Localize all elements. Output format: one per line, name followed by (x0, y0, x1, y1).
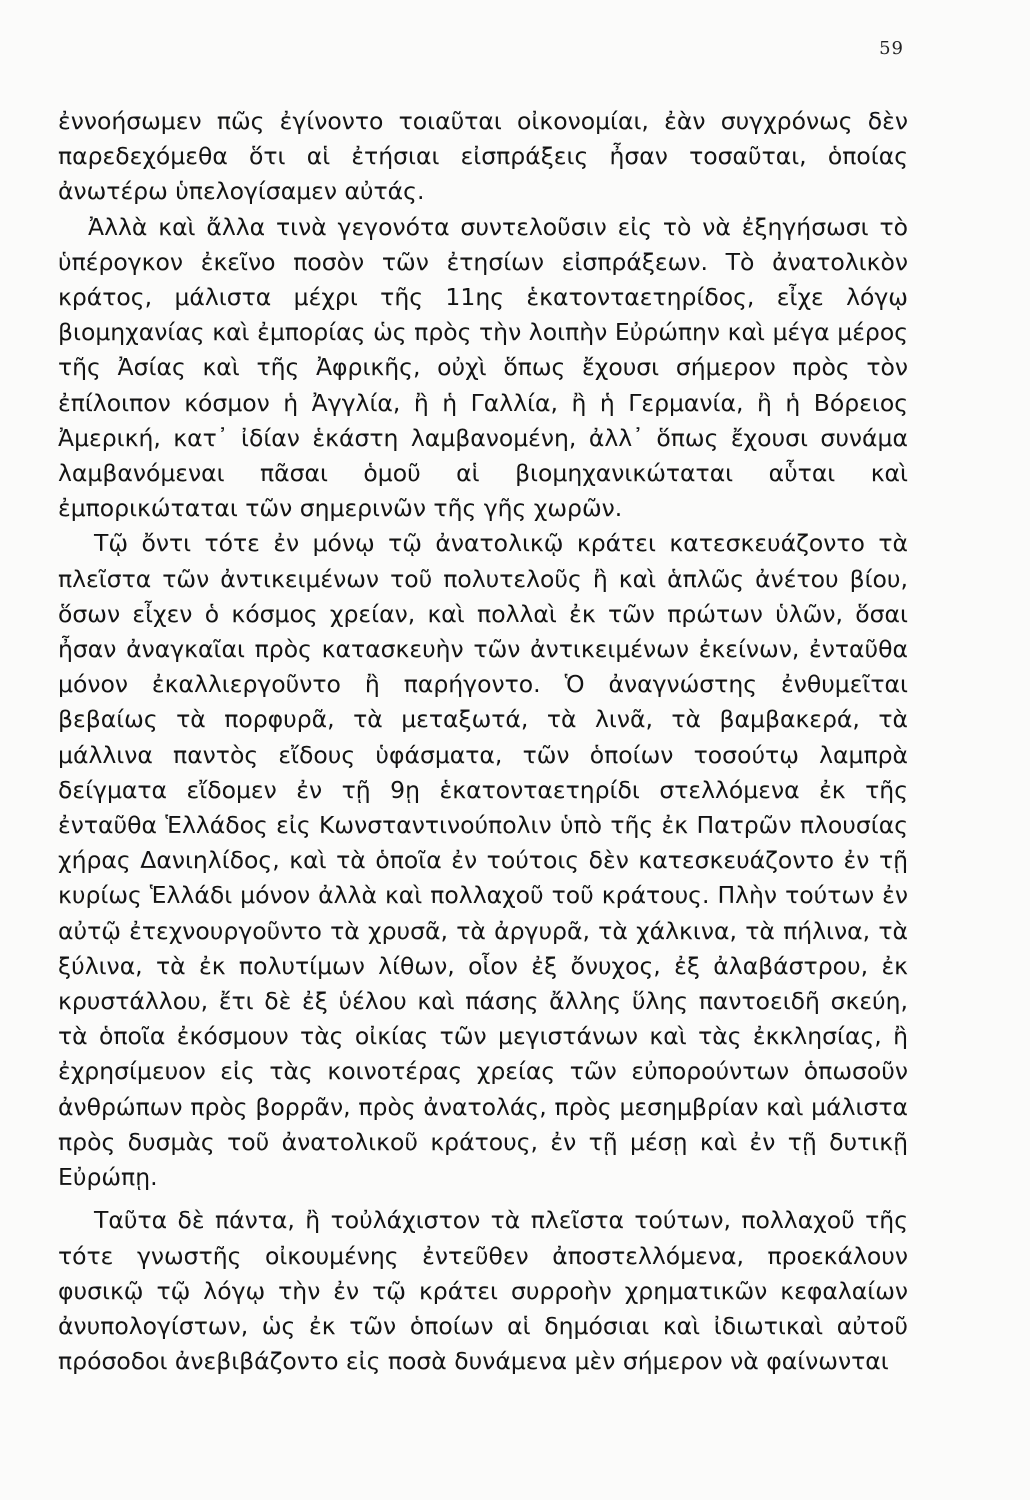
paragraph: Ταῦτα δὲ πάντα, ἢ τοὐλάχιστον τὰ πλεῖστα τούτων, πολλαχοῦ τῆς τότε γνωστῆς οἰκουμένης ἐντεῦθεν ἀποστελλόμενα, προεκάλουν φυσικῷ τῷ λόγῳ τὴν ἐν τῷ κράτει συρροὴν χρηματικῶν κεφαλαίων ἀνυπολογίστων, ὡς ἐκ τῶν ὁποίων αἱ δημόσιαι καὶ ἰδιωτικαὶ αὐτοῦ πρόσοδοι ἀνεβιβάζοντο εἰς ποσὰ δυνάμενα μὲν σήμερον νὰ φαίνωνται (58, 1206, 908, 1376)
body-text (58, 104, 908, 1379)
paragraph: Τῷ ὄντι τότε ἐν μόνῳ τῷ ἀνατολικῷ κράτει κατεσκευάζοντο τὰ πλεῖστα τῶν ἀντικειμένων τοῦ πολυτελοῦς ἢ καὶ ἁπλῶς ἀνέτου βίου, ὅσων εἶχεν ὁ κόσμος χρείαν, καὶ πολλαὶ ἐκ τῶν πρώτων ὑλῶν, ὅσαι ἦσαν ἀναγκαῖαι πρὸς κατασκευὴν τῶν ἀντικειμένων ἐκείνων, ἐνταῦθα μόνον ἐκαλλιεργοῦντο ἢ παρήγοντο. Ὁ ἀναγνώστης ἐνθυμεῖται βεβαίως τὰ πορφυρᾶ, τὰ μεταξωτά, τὰ λινᾶ, τὰ βαμβακερά, τὰ μάλλινα παντὸς εἴδους ὑφάσματα, τῶν ὁποίων τοσούτῳ λαμπρὰ δείγματα εἴδομεν ἐν τῇ 9ῃ ἑκατονταετηρίδι στελλόμενα ἐκ τῆς ἐνταῦθα Ἑλλάδος εἰς Κωνσταντινούπολιν ὑπὸ τῆς ἐκ Πατρῶν πλουσίας χήρας Δανιηλίδος, καὶ τὰ ὁποῖα ἐν τούτοις δὲν κατεσκευάζοντο ἐν τῇ κυρίως Ἑλλάδι μόνον ἀλλὰ καὶ πολλαχοῦ τοῦ κράτους. Πλὴν τούτων ἐν αὐτῷ ἐτεχνουργοῦντο τὰ χρυσᾶ, τὰ ἀργυρᾶ, τὰ χάλκινα, τὰ πήλινα, τὰ ξύλινα, τὰ ἐκ πολυτίμων λίθων, οἷον ἐξ ὄνυχος, ἐξ ἀλαβάστρου, ἐκ κρυστάλλου, ἔτι δὲ ἐξ ὑέλου καὶ πάσης ἄλλης ὕλης παντοειδῆ σκεύη, τὰ ὁποῖα ἐκόσμουν τὰς οἰκίας τῶν μεγιστάνων καὶ τὰς ἐκκλησίας, ἢ ἐχρησίμευον εἰς τὰς κοινοτέρας χρείας τῶν εὐπορούντων ὁπωσοῦν ἀνθρώπων πρὸς βορρᾶν, πρὸς ἀνατολάς, πρὸς μεσημβρίαν καὶ μάλιστα πρὸς δυσμὰς τοῦ ἀνατολικοῦ κράτους, ἐν τῇ μέσῃ καὶ ἐν τῇ δυτικῇ Εὐρώπῃ. (58, 529, 908, 1192)
paragraph-continuation: ἐννοήσωμεν πῶς ἐγίνοντο τοιαῦται οἰκονομίαι, ἐὰν συγχρόνως δὲν παρεδεχόμεθα ὅτι αἱ ἐτήσιαι εἰσπράξεις ἦσαν τοσαῦται, ὁποίας ἀνωτέρω ὑπελογίσαμεν αὐτάς. (58, 107, 908, 206)
page-number: 59 (879, 38, 904, 59)
paragraph: Ἀλλὰ καὶ ἄλλα τινὰ γεγονότα συντελοῦσιν εἰς τὸ νὰ ἐξηγήσωσι τὸ ὑπέρογκον ἐκεῖνο ποσὸν τῶν ἐτησίων εἰσπράξεων. Τὸ ἀνατολικὸν κράτος, μάλιστα μέχρι τῆς 11ης ἑκατονταετηρίδος, εἶχε λόγῳ βιομηχανίας καὶ ἐμπορίας ὡς πρὸς τὴν λοιπὴν Εὐρώπην καὶ μέγα μέρος τῆς Ἀσίας καὶ τῆς Ἀφρικῆς, οὐχὶ ὅπως ἔχουσι σήμερον πρὸς τὸν ἐπίλοιπον κόσμον ἡ Ἀγγλία, ἢ ἡ Γαλλία, ἢ ἡ Γερμανία, ἢ ἡ Βόρειος Ἀμερική, κατ᾿ ἰδίαν ἑκάστη λαμβανομένη, ἀλλ᾿ ὅπως ἔχουσι συνάμα λαμβανόμεναι πᾶσαι ὁμοῦ αἱ βιομηχανικώταται αὗται καὶ ἐμπορικώταται τῶν σημερινῶν τῆς γῆς χωρῶν. (58, 212, 908, 523)
